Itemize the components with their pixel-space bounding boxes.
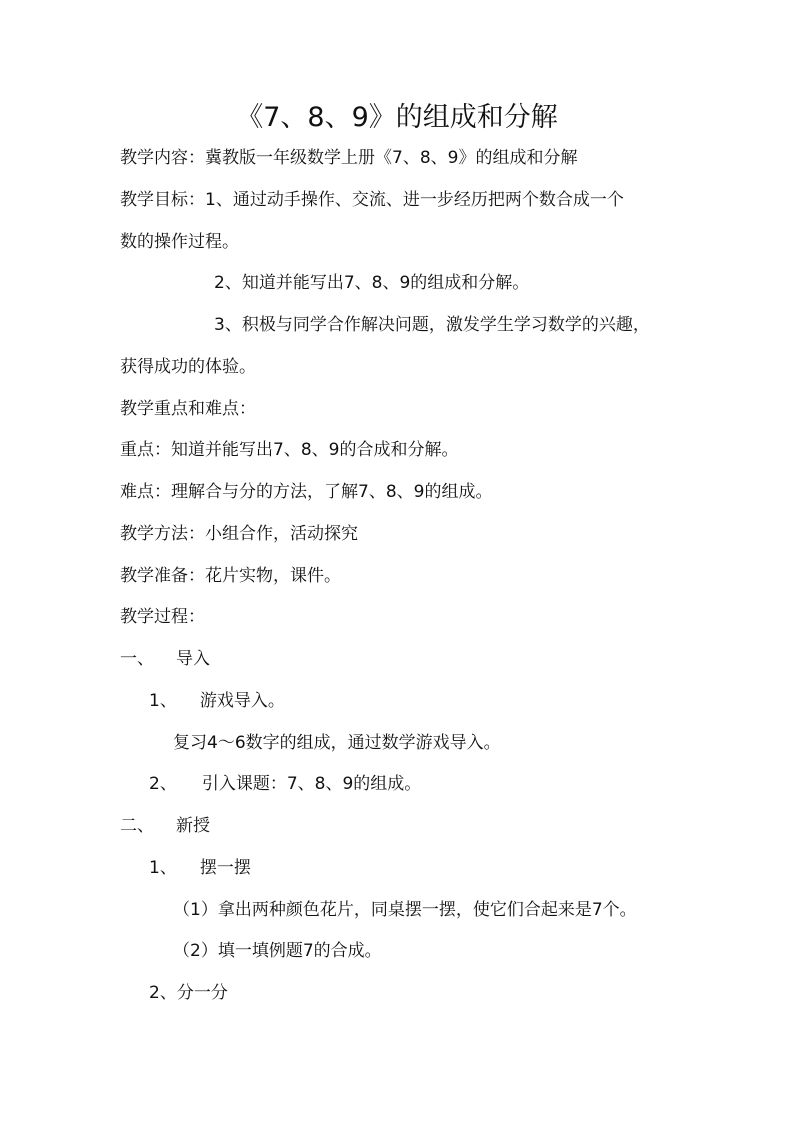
teaching-method: 教学方法：小组合作，活动探究 <box>120 524 358 544</box>
section-2-item-1 <box>149 856 251 880</box>
section-1-number: 一、 <box>120 649 154 669</box>
section-1-item-1-text: 复习4～6数字的组成，通过数学游戏导入。 <box>173 733 501 753</box>
teaching-goal-1: 教学目标：1、通过动手操作、交流、进一步经历把两个数合成一个 <box>120 190 624 210</box>
teaching-goal-2: 2、知道并能写出7、8、9的组成和分解。 <box>214 273 530 293</box>
teaching-content: 教学内容：冀教版一年级数学上册《7、8、9》的组成和分解 <box>120 148 578 168</box>
section-1-label: 导入 <box>176 649 210 669</box>
difficulty-point: 难点：理解合与分的方法，了解7、8、9的组成。 <box>120 482 493 502</box>
section-2-item-1-number: 1、 <box>149 858 177 878</box>
section-2-number: 二、 <box>120 816 154 836</box>
key-point: 重点：知道并能写出7、8、9的合成和分解。 <box>120 440 459 460</box>
key-points-heading: 教学重点和难点： <box>120 399 256 419</box>
section-2-item-1-step-1: （1）拿出两种颜色花片，同桌摆一摆，使它们合起来是7个。 <box>173 900 637 920</box>
teaching-preparation: 教学准备：花片实物，课件。 <box>120 566 341 586</box>
section-1-item-1 <box>149 689 285 713</box>
section-2-item-2: 2、分一分 <box>149 983 228 1003</box>
section-2-item-1-label: 摆一摆 <box>199 858 251 878</box>
section-1-item-2-label: 引入课题：7、8、9的组成。 <box>201 774 422 794</box>
section-1-item-2 <box>149 772 421 796</box>
teaching-goal-1-continued: 数的操作过程。 <box>120 232 239 252</box>
section-1-item-1-label: 游戏导入。 <box>199 691 285 711</box>
teaching-goal-3-continued: 获得成功的体验。 <box>120 357 256 377</box>
section-2-item-1-step-2: （2）填一填例题7的合成。 <box>173 941 382 961</box>
section-1-heading <box>120 647 210 671</box>
teaching-process-heading: 教学过程： <box>120 607 205 627</box>
teaching-goal-3: 3、积极与同学合作解决问题，激发学生学习数学的兴趣， <box>214 315 650 335</box>
document-title: 《7、8、9》的组成和分解 <box>236 102 558 133</box>
section-1-item-1-number: 1、 <box>149 691 177 711</box>
section-1-item-2-number: 2、 <box>149 774 177 794</box>
section-2-label: 新授 <box>176 816 210 836</box>
section-2-heading <box>120 814 210 838</box>
